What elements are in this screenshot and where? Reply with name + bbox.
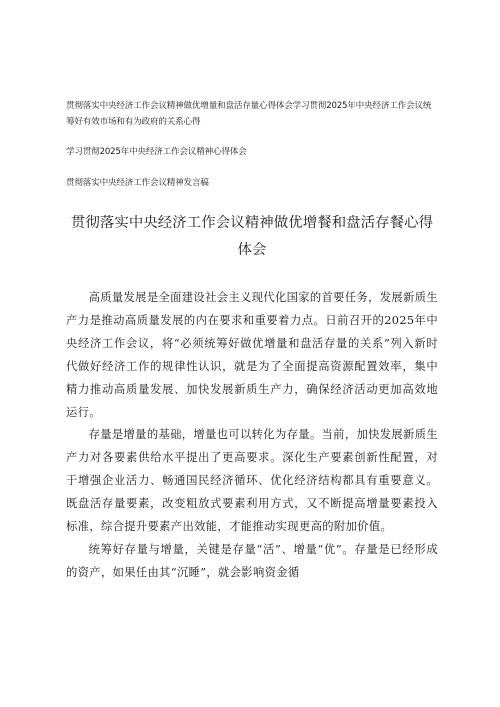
body-paragraph-3: 统筹好存量与增量，关键是存量“活”、增量“优”。存量是已经形成的资产，如果任由其“沉睡”，就会影响资金循 — [66, 542, 438, 579]
body-paragraph-1: 高质量发展是全面建设社会主义现代化国家的首要任务，发展新质生产力是推动高质量发展的内在要求和重要着力点。日前召开的2025年中央经济工作会议，将“必须统筹好做优增量和盘活存量的关系”列入新时代做好经济工作的规律性认识，就是为了全面提高资源配置效率，集中精力推动高质量发展、加快发展新质生产力，确保经济活动更加高效地运行。 — [66, 291, 439, 419]
document-toc — [66, 98, 438, 191]
document-title: 贯彻落实中央经济工作会议精神做优增餐和盘活存餐心得体会 — [70, 215, 434, 258]
body-paragraph-2: 存量是增量的基础，增量也可以转化为存量。当前，加快发展新质生产力对各要素供给水平提出了更高要求。深化生产要素创新性配置，对于增强企业活力、畅通国民经济循环、优化经济结构都具有重要意义。既盘活存量要素，改变粗放式要素利用方式，又不断提高增量要素投入标准，综合提升要素产出效能，才能推动实现更高的附加价值。 — [66, 428, 439, 534]
toc-item-1[interactable]: 贯彻落实中央经济工作会议精神做优增量和盘活存量心得体会学习贯彻2025年中央经济工作会议统筹好有效市场和有为政府的关系心得 — [66, 101, 432, 127]
toc-item-2[interactable]: 学习贯彻2025年中央经济工作会议精神心得体会 — [66, 147, 247, 157]
document-body — [66, 287, 438, 585]
toc-item-3[interactable]: 贯彻落实中央经济工作会议精神发言稿 — [66, 178, 209, 188]
